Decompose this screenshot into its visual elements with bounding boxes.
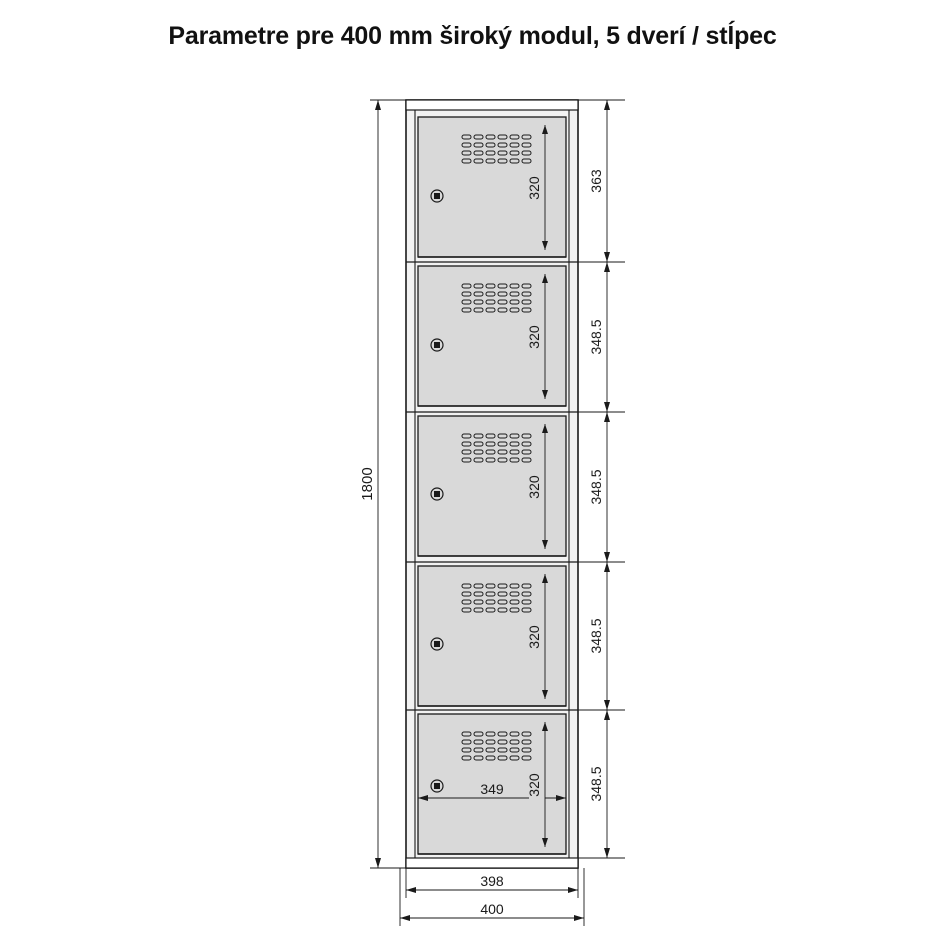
dimension-label-door-height: 320	[526, 475, 542, 499]
dimension-label-body-width: 398	[480, 873, 504, 889]
door-3[interactable]	[418, 416, 566, 556]
page-title: Parametre pre 400 mm široký modul, 5 dverí / stĺpec	[168, 22, 777, 50]
dimension-pitch-4	[578, 562, 625, 710]
dimension-label-overall-width: 400	[480, 901, 504, 917]
dimension-label-overall-height: 1800	[359, 467, 376, 501]
dimension-label-door-height: 320	[526, 625, 542, 649]
dimension-body-width	[406, 868, 578, 898]
dimension-label-door-height: 320	[526, 325, 542, 349]
dimension-overall-height	[359, 100, 406, 868]
lock-icon[interactable]	[431, 190, 443, 202]
dimension-label-pitch: 348.5	[588, 766, 604, 802]
dimension-label-door-height: 320	[526, 176, 542, 200]
dimension-pitch-5	[578, 710, 625, 858]
door-4[interactable]	[418, 566, 566, 706]
dimension-pitch-2	[578, 262, 625, 412]
door-2[interactable]	[418, 266, 566, 406]
lock-icon[interactable]	[431, 339, 443, 351]
lock-icon[interactable]	[431, 638, 443, 650]
dimension-label-pitch: 363	[588, 169, 604, 193]
dimension-pitch-1	[578, 100, 625, 262]
door-1[interactable]	[418, 117, 566, 257]
lock-icon[interactable]	[431, 488, 443, 500]
dimension-label-pitch: 348.5	[588, 618, 604, 654]
lock-icon[interactable]	[431, 780, 443, 792]
dimension-label-door-height: 320	[526, 773, 542, 797]
dimension-label-pitch: 348.5	[588, 319, 604, 355]
dimension-pitch-3	[578, 412, 625, 562]
dimension-label-door-width: 349	[480, 781, 504, 797]
dimension-label-pitch: 348.5	[588, 469, 604, 505]
